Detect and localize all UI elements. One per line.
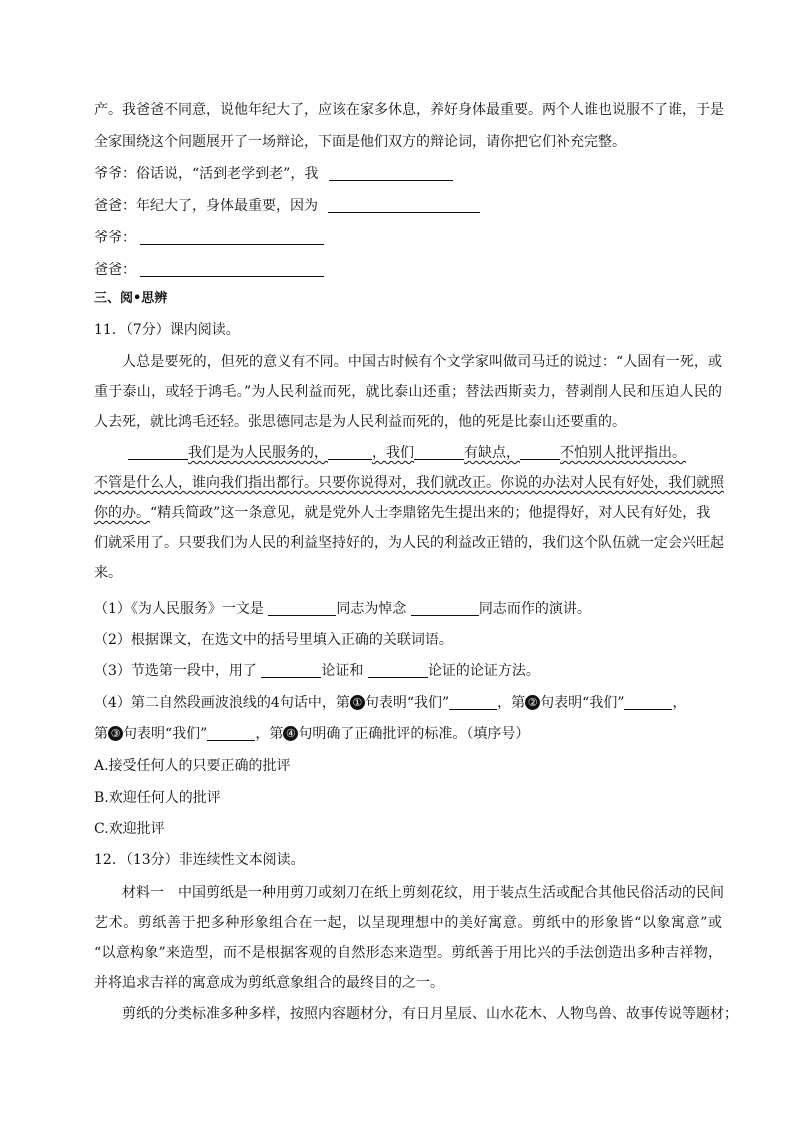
q10-text-line-1: 产。我爸爸不同意，说他年纪大了，应该在家多休息，养好身体最重要。两个人谁也说服不了谁，于是: [94, 102, 724, 118]
q10-text-line-2: 全家围绕这个问题展开了一场辩论，下面是他们双方的辩论词，请你把它们补充完整。: [94, 134, 626, 150]
sub-question-text: 句表明“我们”: [540, 695, 625, 711]
answer-blank[interactable]: [328, 198, 480, 213]
circled-number-1: ①: [350, 695, 365, 710]
answer-blank[interactable]: [329, 166, 453, 181]
q10-father-line-2: [94, 260, 722, 280]
q11-passage-line-3: 人去死，就比鸿毛还轻。张思德同志是为人民利益而死的，他的死是比泰山还要重的。: [94, 414, 626, 430]
q11-sub-3: [94, 661, 722, 681]
q12-material-line-3: “以意构象”来造型，而不是根据客观的自然形态来造型。剪纸善于用比兴的手法创造出多种吉祥物，: [94, 945, 722, 961]
q12-material-line-4: 并将追求吉祥的寓意成为剪纸意象组合的最终目的之一。: [94, 975, 444, 991]
sub-question-text: （1）《为人民服务》一文是: [94, 601, 264, 617]
q12-header: 12．（13分）非连续性文本阅读。: [94, 852, 305, 868]
wavy-sentence-text: 有缺点，: [464, 445, 520, 461]
answer-blank[interactable]: [449, 695, 497, 710]
connective-blank[interactable]: [328, 445, 372, 460]
answer-blank[interactable]: [140, 230, 324, 245]
answer-blank[interactable]: [207, 726, 255, 741]
q11-sub-1: [94, 599, 722, 619]
sub-question-text: ，第: [255, 726, 284, 742]
sub-question-text: （3）节选第一段中，用了: [94, 663, 257, 679]
connective-blank[interactable]: [128, 445, 188, 460]
answer-blank[interactable]: [268, 601, 336, 616]
sub-question-text: 句明确了正确批评的标准。（填序号）: [298, 726, 530, 742]
wavy-sentence-text: 你的办。: [94, 505, 150, 521]
q10-grandpa-text-1: 爷爷：俗话说，“活到老学到老”，我: [94, 166, 319, 182]
sub-question-text: 同志而作的演讲。: [478, 601, 591, 617]
q10-grandpa-line-2: [94, 228, 722, 248]
q10-grandpa-text-2: 爷爷：: [94, 230, 136, 246]
q11-passage-p2-line-5: 来。: [94, 565, 122, 581]
wavy-sentence-text: 不怕别人批评指出。: [560, 445, 686, 461]
q11-header: 11．（7分）课内阅读。: [94, 322, 240, 338]
q11-sub-4-line-1: [94, 693, 722, 713]
wavy-sentence-text: ，我们: [372, 445, 414, 461]
sub-question-text: 同志为悼念: [336, 601, 407, 617]
sub-question-text: 句表明“我们”: [364, 695, 450, 711]
q11-passage-p2-line-4: 们就采用了。只要我们为人民的利益坚持好的，为人民的利益改正错的，我们这个队伍就一定会兴旺起: [94, 535, 724, 551]
q12-material-line-1: 材料一 中国剪纸是一种用剪刀或刻刀在纸上剪刻花纹，用于装点生活或配合其他民俗活动的民间: [122, 885, 724, 901]
circled-number-2: ②: [525, 695, 540, 710]
sub-question-text: （4）第二自然段画波浪线的4句话中，第: [94, 695, 350, 711]
q12-material-line-2: 艺术。剪纸善于把多种形象组合在一起，以呈现理想中的美好寓意。剪纸中的形象皆“以象寓意”或: [94, 915, 722, 931]
circled-number-4: ④: [283, 726, 298, 741]
q11-passage-line-1: 人总是要死的，但死的意义有不同。中国古时候有个文学家叫做司马迁的说过：“人固有一死，或: [122, 354, 722, 370]
passage-text: “精兵简政”这一条意见，就是党外人士李鼎铭先生提出来的；他提得好，对人民有好处，我: [150, 505, 711, 521]
q11-sub-2: （2）根据课文，在选文中的括号里填入正确的关联词语。: [94, 632, 453, 648]
sub-question-text: 论证和: [321, 663, 364, 679]
q10-grandpa-line-1: [94, 164, 722, 184]
wavy-sentence-1: [128, 445, 686, 461]
answer-blank[interactable]: [411, 601, 479, 616]
q11-option-a: A.接受任何人的只要正确的批评: [94, 758, 291, 774]
answer-blank[interactable]: [261, 663, 321, 678]
q11-passage-line-2: 重于泰山，或轻于鸿毛。”为人民利益而死，就比泰山还重；替法西斯卖力，替剥削人民和压迫人民的: [94, 384, 722, 400]
connective-blank[interactable]: [414, 445, 464, 460]
sub-question-text: ，: [672, 695, 687, 711]
answer-blank[interactable]: [140, 262, 324, 277]
q10-father-text-2: 爸爸：: [94, 262, 136, 278]
sub-question-text: ，第: [497, 695, 526, 711]
wavy-sentence-text: 不管是什么人，谁向我们指出都行。只要你说得对，我们就改正。你说的办法对人民有好处，我们就照: [94, 475, 724, 491]
sub-question-text: 论证的论证方法。: [427, 663, 540, 679]
circled-number-3: ③: [108, 726, 123, 741]
q11-passage-p2-line-2: [94, 473, 722, 493]
wavy-sentence-1-text: 我们是为人民服务的，: [188, 445, 328, 461]
section-3-title: 三、阅•思辨: [94, 291, 168, 306]
connective-blank[interactable]: [520, 445, 560, 460]
sub-question-text: 第: [94, 726, 108, 742]
answer-blank[interactable]: [624, 695, 672, 710]
answer-blank[interactable]: [368, 663, 428, 678]
q11-option-b: B.欢迎任何人的批评: [94, 790, 221, 806]
q11-passage-p2-line-1: [128, 443, 722, 463]
q10-father-text-1: 爸爸：年纪大了，身体最重要，因为: [94, 198, 318, 214]
q12-material-line-5: 剪纸的分类标准多种多样，按照内容题材分，有日月星辰、山水花木、人物鸟兽、故事传说等题材；: [122, 1006, 738, 1022]
q11-passage-p2-line-3: [94, 503, 722, 523]
q11-option-c: C.欢迎批评: [94, 821, 165, 837]
q10-father-line-1: [94, 196, 722, 216]
sub-question-text: 句表明“我们”: [123, 726, 208, 742]
q11-sub-4-line-2: [94, 724, 722, 744]
